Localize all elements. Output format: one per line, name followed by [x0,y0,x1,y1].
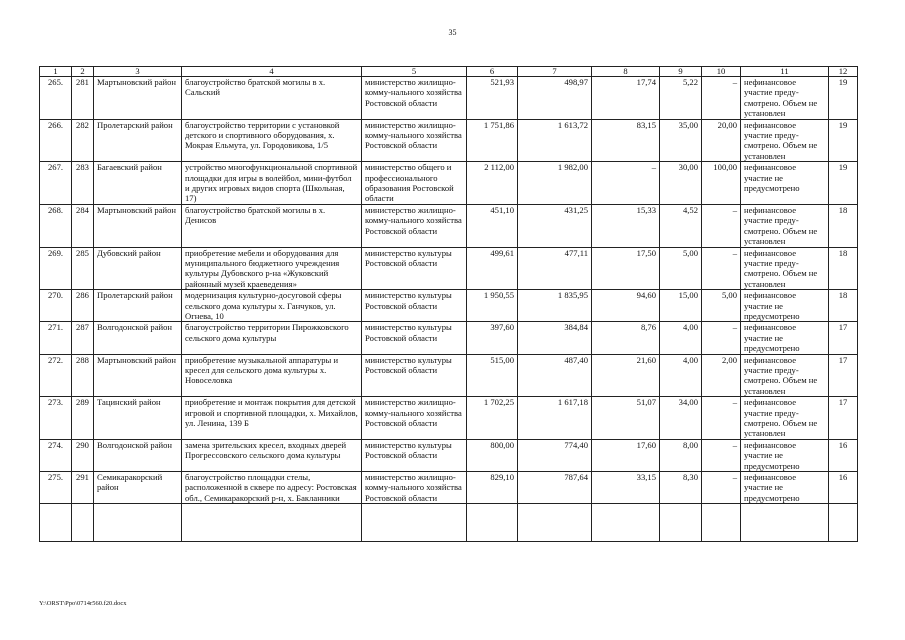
table-cell: 35,00 [660,119,702,162]
table-cell: благоустройство территории Пирожковского сельского дома культуры [182,322,362,354]
table-cell: благоустройство территории с установкой детского и спортивного оборудования, х. Мокрая Ельмута, ул. Городовикова, 1/5 [182,119,362,162]
table-row [40,290,858,322]
table-cell: нефинансовое участие преду-смотрено. Объем не установлен [741,397,829,440]
table-cell: 4,52 [660,204,702,247]
table-cell: 451,10 [467,204,518,247]
table-cell: 274. [40,439,72,471]
table-cell: – [702,322,741,354]
table-cell: нефинансовое участие не предусмотрено [741,290,829,322]
table-cell: нефинансовое участие не предусмотрено [741,472,829,504]
table-cell: 282 [72,119,94,162]
table-row [40,439,858,471]
table-cell: министерство жилищно-комму-нального хозяйства Ростовской области [362,119,467,162]
table-cell: – [702,77,741,120]
table-cell: 16 [829,472,858,504]
table-cell: 17,60 [592,439,660,471]
table-cell: 829,10 [467,472,518,504]
table-cell: 289 [72,397,94,440]
table-cell: 8,00 [660,439,702,471]
table-cell: 265. [40,77,72,120]
table-cell: 275. [40,472,72,504]
table-cell: замена зрительских кресел, входных дверей Прогрессовского сельского дома культуры [182,439,362,471]
table-cell: модернизация культурно-досуговой сферы сельского дома культуры х. Ганчуков, ул. Огнева, 10 [182,290,362,322]
table-cell: 787,64 [518,472,592,504]
table-cell: 272. [40,354,72,397]
table-row [40,119,858,162]
empty-cell [72,504,94,542]
table-cell: 290 [72,439,94,471]
table-cell: Семикаракорский район [94,472,182,504]
footer-file-path: Y:\ORST\Ppo\0714r560.f20.docx [39,600,127,607]
table-cell: нефинансовое участие преду-смотрено. Объем не установлен [741,247,829,290]
table-cell: нефинансовое участие не предусмотрено [741,439,829,471]
table-cell: 94,60 [592,290,660,322]
empty-cell [362,504,467,542]
table-row [40,322,858,354]
table-cell: приобретение мебели и оборудования для муниципального бюджетного учреждения культуры Дубовского р-на «Жуковский районный музей краеведения» [182,247,362,290]
table-cell: 83,15 [592,119,660,162]
table-cell: 287 [72,322,94,354]
column-header-row [40,67,858,77]
table-cell: 18 [829,247,858,290]
table-cell: 17 [829,354,858,397]
table-cell: 285 [72,247,94,290]
column-header: 6 [467,67,518,77]
table-cell: министерство жилищно-комму-нального хозяйства Ростовской области [362,472,467,504]
table-cell: 8,30 [660,472,702,504]
table-cell: 521,93 [467,77,518,120]
table-cell: 270. [40,290,72,322]
table-cell: 286 [72,290,94,322]
empty-cell [702,504,741,542]
table-cell: 266. [40,119,72,162]
table-cell: Мартыновский район [94,204,182,247]
table-cell: благоустройство братской могилы в х. Сальский [182,77,362,120]
table-cell: 17 [829,397,858,440]
table-cell: нефинансовое участие преду-смотрено. Объем не установлен [741,204,829,247]
table-cell: – [592,162,660,205]
table-row [40,77,858,120]
table-cell: министерство жилищно-комму-нального хозяйства Ростовской области [362,397,467,440]
table-cell: 19 [829,162,858,205]
empty-cell [592,504,660,542]
empty-cell [182,504,362,542]
table-cell: 288 [72,354,94,397]
table-row [40,397,858,440]
table-cell: министерство культуры Ростовской области [362,322,467,354]
table-cell: Волгодонской район [94,322,182,354]
table-cell: 1 617,18 [518,397,592,440]
table-cell: Тацинский район [94,397,182,440]
table-cell: 283 [72,162,94,205]
empty-table-row [40,504,858,542]
table-cell: 17 [829,322,858,354]
table-cell: 19 [829,77,858,120]
table-cell: 499,61 [467,247,518,290]
table-cell: министерство жилищно-комму-нального хозяйства Ростовской области [362,204,467,247]
table-cell: 18 [829,204,858,247]
table-cell: 5,00 [660,247,702,290]
table-cell: 4,00 [660,322,702,354]
table-cell: приобретение и монтаж покрытия для детской игровой и спортивной площадки, х. Михайлов, ул. Ленина, 139 Б [182,397,362,440]
table-cell: 397,60 [467,322,518,354]
table-cell: 15,33 [592,204,660,247]
table-cell: 498,97 [518,77,592,120]
empty-cell [518,504,592,542]
table-cell: 8,76 [592,322,660,354]
column-header: 10 [702,67,741,77]
table-cell: Мартыновский район [94,77,182,120]
table-cell: Багаевский район [94,162,182,205]
table-cell: Пролетарский район [94,119,182,162]
table-cell: 2 112,00 [467,162,518,205]
table-cell: 1 702,25 [467,397,518,440]
table-cell: 774,40 [518,439,592,471]
column-header: 2 [72,67,94,77]
table-cell: министерство общего и профессионального образования Ростовской области [362,162,467,205]
table-cell: – [702,439,741,471]
table-cell: Пролетарский район [94,290,182,322]
column-header: 8 [592,67,660,77]
table-cell: 477,11 [518,247,592,290]
column-header: 12 [829,67,858,77]
table-cell: министерство жилищно-комму-нального хозяйства Ростовской области [362,77,467,120]
table-cell: устройство многофункциональной спортивной площадки для игры в волейбол, мини-футбол и других игровых видов спорта (Школьная, 17) [182,162,362,205]
table-row [40,162,858,205]
table-cell: 4,00 [660,354,702,397]
table-cell: 34,00 [660,397,702,440]
empty-cell [467,504,518,542]
table-cell: 19 [829,119,858,162]
table-cell: 281 [72,77,94,120]
table-cell: 2,00 [702,354,741,397]
table-cell: 17,74 [592,77,660,120]
table-cell: – [702,204,741,247]
table-row [40,247,858,290]
column-header: 11 [741,67,829,77]
table-cell: 15,00 [660,290,702,322]
table-cell: нефинансовое участие преду-смотрено. Объем не установлен [741,354,829,397]
table-cell: 1 613,72 [518,119,592,162]
table-cell: 1 950,55 [467,290,518,322]
table-cell: 515,00 [467,354,518,397]
table-row [40,204,858,247]
table-cell: 33,15 [592,472,660,504]
table-cell: 487,40 [518,354,592,397]
empty-cell [40,504,72,542]
page-number: 35 [448,28,457,37]
column-header: 5 [362,67,467,77]
empty-cell [94,504,182,542]
table-cell: 384,84 [518,322,592,354]
table-cell: 51,07 [592,397,660,440]
table-cell: министерство культуры Ростовской области [362,439,467,471]
table-cell: нефинансовое участие преду-смотрено. Объем не установлен [741,77,829,120]
table-cell: – [702,397,741,440]
table-cell: министерство культуры Ростовской области [362,354,467,397]
table-cell: 284 [72,204,94,247]
table-cell: министерство культуры Ростовской области [362,290,467,322]
data-table [39,66,858,542]
table-cell: Мартыновский район [94,354,182,397]
table-cell: 268. [40,204,72,247]
table-cell: – [702,247,741,290]
table-cell: 5,00 [702,290,741,322]
table-cell: 269. [40,247,72,290]
column-header: 3 [94,67,182,77]
table-cell: нефинансовое участие преду-смотрено. Объем не установлен [741,119,829,162]
empty-cell [741,504,829,542]
table-cell: 431,25 [518,204,592,247]
table-cell: Дубовский район [94,247,182,290]
table-cell: Волгодонской район [94,439,182,471]
table-cell: 800,00 [467,439,518,471]
table-cell: 1 751,86 [467,119,518,162]
table-cell: благоустройство братской могилы в х. Денисов [182,204,362,247]
table-cell: 267. [40,162,72,205]
table-cell: нефинансовое участие не предусмотрено [741,322,829,354]
empty-cell [660,504,702,542]
table-cell: – [702,472,741,504]
empty-cell [829,504,858,542]
table-cell: приобретение музыкальной аппаратуры и кресел для сельского дома культуры х. Новоселовка [182,354,362,397]
table-cell: нефинансовое участие не предусмотрено [741,162,829,205]
table-cell: 18 [829,290,858,322]
table-cell: 291 [72,472,94,504]
table-cell: 21,60 [592,354,660,397]
table-cell: 17,50 [592,247,660,290]
column-header: 4 [182,67,362,77]
table-cell: 1 835,95 [518,290,592,322]
table-cell: 271. [40,322,72,354]
table-cell: 100,00 [702,162,741,205]
column-header: 1 [40,67,72,77]
table-cell: министерство культуры Ростовской области [362,247,467,290]
column-header: 9 [660,67,702,77]
table-cell: 20,00 [702,119,741,162]
table-row [40,354,858,397]
table-row [40,472,858,504]
table-cell: 16 [829,439,858,471]
table-cell: благоустройство площадки стелы, расположенной в сквере по адресу: Ростовская обл., Семикаракорский р-н, х. Бакланники [182,472,362,504]
column-header: 7 [518,67,592,77]
table-cell: 1 982,00 [518,162,592,205]
table-cell: 273. [40,397,72,440]
table-cell: 30,00 [660,162,702,205]
table-cell: 5,22 [660,77,702,120]
